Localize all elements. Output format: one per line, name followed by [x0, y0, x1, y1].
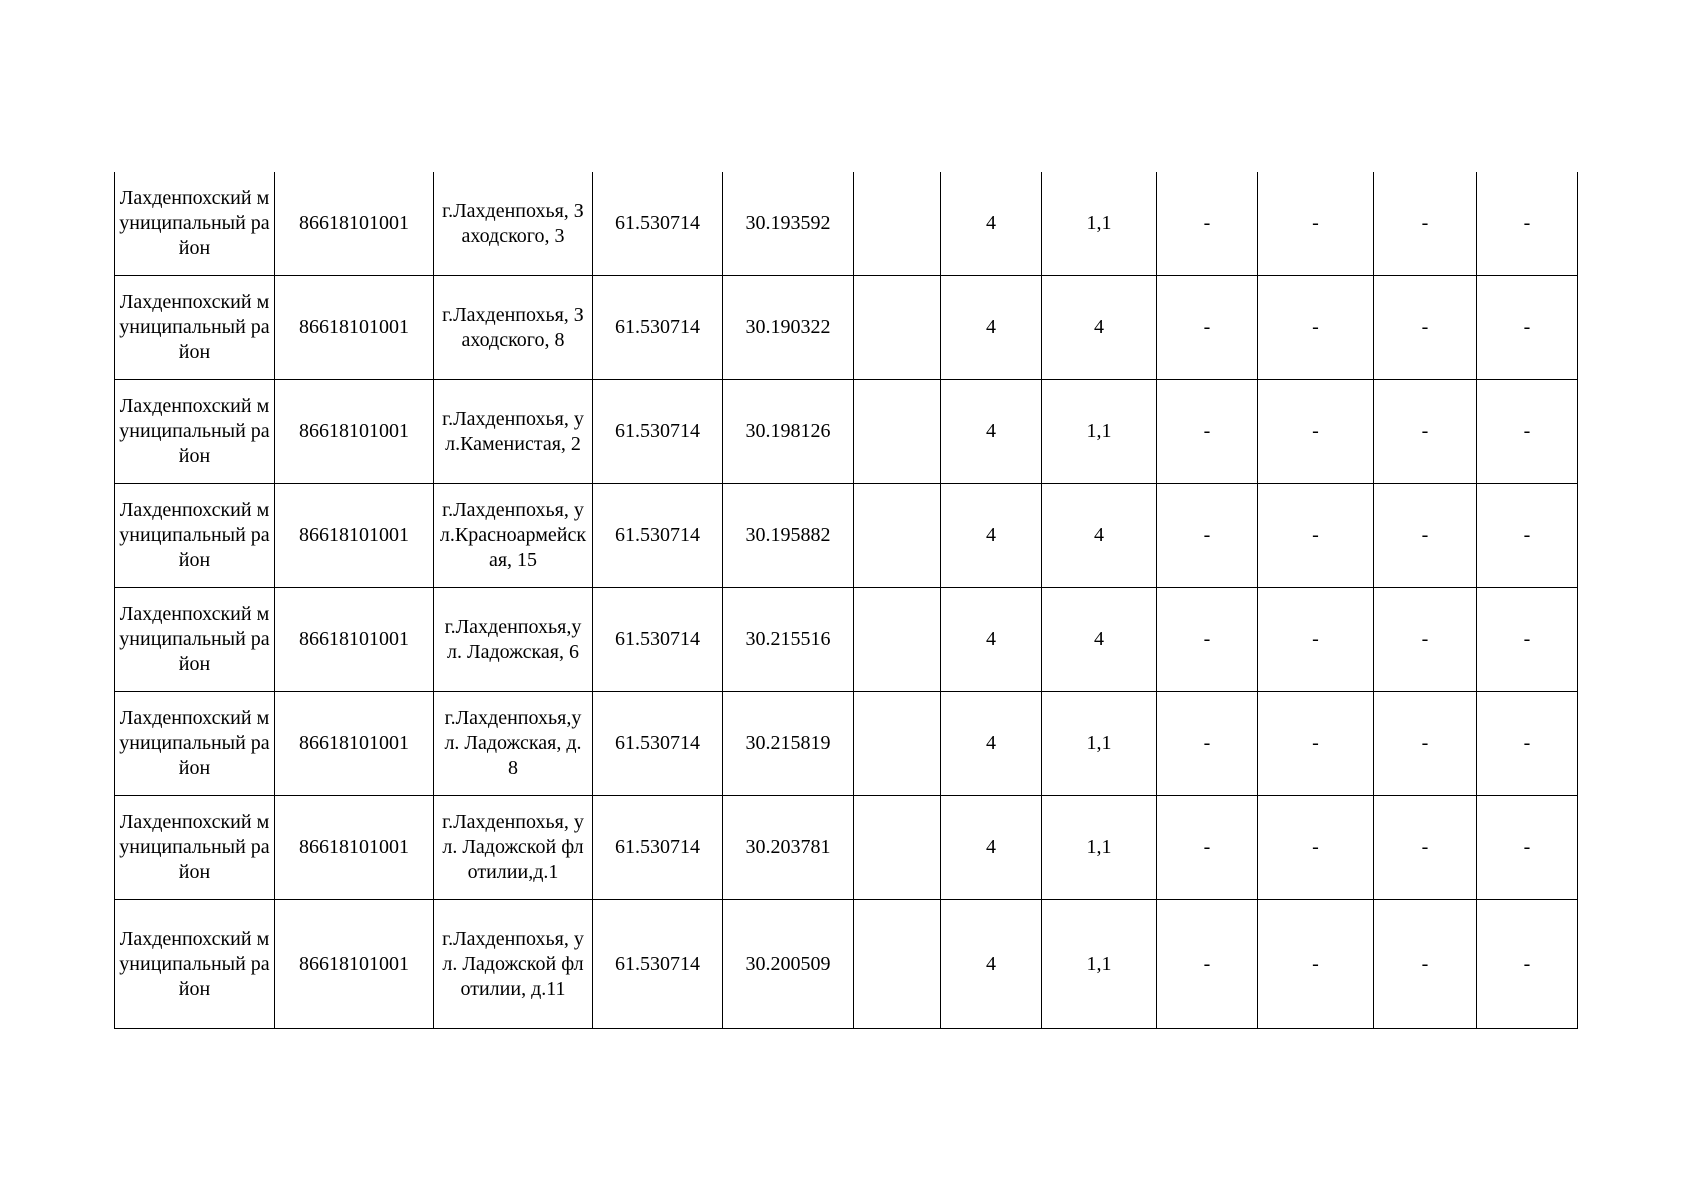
dash-cell: -	[1374, 588, 1477, 692]
district-cell: Лахденпохский муниципальный район	[115, 380, 275, 484]
address-cell: г.Лахденпохья, ул. Ладожской флотилии,д.1	[434, 796, 593, 900]
dash-cell: -	[1157, 692, 1258, 796]
dash-cell: -	[1157, 380, 1258, 484]
oktmo-cell: 86618101001	[275, 900, 434, 1029]
volume-cell: 1,1	[1042, 380, 1157, 484]
dash-cell: -	[1477, 172, 1578, 276]
count-cell: 4	[941, 380, 1042, 484]
address-cell: г.Лахденпохья,ул. Ладожская, д. 8	[434, 692, 593, 796]
dash-cell: -	[1157, 276, 1258, 380]
address-cell: г.Лахденпохья,ул. Ладожская, 6	[434, 588, 593, 692]
oktmo-cell: 86618101001	[275, 588, 434, 692]
count-cell: 4	[941, 588, 1042, 692]
dash-cell: -	[1374, 900, 1477, 1029]
count-cell: 4	[941, 692, 1042, 796]
latitude-cell: 61.530714	[593, 692, 723, 796]
table-row	[115, 588, 1578, 692]
table-row	[115, 484, 1578, 588]
dash-cell: -	[1157, 796, 1258, 900]
table-row	[115, 900, 1578, 1029]
dash-cell: -	[1374, 380, 1477, 484]
dash-cell: -	[1477, 900, 1578, 1029]
address-cell: г.Лахденпохья, ул.Красноармейская, 15	[434, 484, 593, 588]
longitude-cell: 30.215516	[723, 588, 854, 692]
dash-cell: -	[1258, 692, 1374, 796]
address-cell: г.Лахденпохья, ул.Каменистая, 2	[434, 380, 593, 484]
longitude-cell: 30.195882	[723, 484, 854, 588]
empty-cell	[854, 900, 941, 1029]
longitude-cell: 30.193592	[723, 172, 854, 276]
dash-cell: -	[1374, 796, 1477, 900]
empty-cell	[854, 276, 941, 380]
dash-cell: -	[1258, 276, 1374, 380]
oktmo-cell: 86618101001	[275, 380, 434, 484]
volume-cell: 1,1	[1042, 900, 1157, 1029]
longitude-cell: 30.198126	[723, 380, 854, 484]
table-row	[115, 172, 1578, 276]
district-cell: Лахденпохский муниципальный район	[115, 692, 275, 796]
dash-cell: -	[1258, 484, 1374, 588]
volume-cell: 1,1	[1042, 692, 1157, 796]
district-cell: Лахденпохский муниципальный район	[115, 276, 275, 380]
volume-cell: 1,1	[1042, 796, 1157, 900]
dash-cell: -	[1477, 484, 1578, 588]
oktmo-cell: 86618101001	[275, 484, 434, 588]
dash-cell: -	[1258, 380, 1374, 484]
dash-cell: -	[1477, 380, 1578, 484]
dash-cell: -	[1157, 588, 1258, 692]
dash-cell: -	[1477, 588, 1578, 692]
latitude-cell: 61.530714	[593, 484, 723, 588]
oktmo-cell: 86618101001	[275, 692, 434, 796]
table-row	[115, 692, 1578, 796]
count-cell: 4	[941, 900, 1042, 1029]
dash-cell: -	[1477, 692, 1578, 796]
volume-cell: 4	[1042, 484, 1157, 588]
longitude-cell: 30.203781	[723, 796, 854, 900]
latitude-cell: 61.530714	[593, 588, 723, 692]
latitude-cell: 61.530714	[593, 380, 723, 484]
empty-cell	[854, 484, 941, 588]
dash-cell: -	[1258, 796, 1374, 900]
count-cell: 4	[941, 276, 1042, 380]
oktmo-cell: 86618101001	[275, 276, 434, 380]
dash-cell: -	[1374, 692, 1477, 796]
oktmo-cell: 86618101001	[275, 172, 434, 276]
latitude-cell: 61.530714	[593, 172, 723, 276]
count-cell: 4	[941, 172, 1042, 276]
latitude-cell: 61.530714	[593, 796, 723, 900]
dash-cell: -	[1157, 484, 1258, 588]
district-cell: Лахденпохский муниципальный район	[115, 588, 275, 692]
volume-cell: 1,1	[1042, 172, 1157, 276]
dash-cell: -	[1374, 484, 1477, 588]
table-row	[115, 380, 1578, 484]
dash-cell: -	[1258, 588, 1374, 692]
empty-cell	[854, 692, 941, 796]
empty-cell	[854, 380, 941, 484]
volume-cell: 4	[1042, 588, 1157, 692]
count-cell: 4	[941, 796, 1042, 900]
district-cell: Лахденпохский муниципальный район	[115, 900, 275, 1029]
empty-cell	[854, 796, 941, 900]
dash-cell: -	[1258, 900, 1374, 1029]
address-cell: г.Лахденпохья, ул. Ладожской флотилии, д.11	[434, 900, 593, 1029]
district-cell: Лахденпохский муниципальный район	[115, 172, 275, 276]
latitude-cell: 61.530714	[593, 276, 723, 380]
table-row	[115, 796, 1578, 900]
district-cell: Лахденпохский муниципальный район	[115, 484, 275, 588]
volume-cell: 4	[1042, 276, 1157, 380]
dash-cell: -	[1477, 276, 1578, 380]
sites-table	[114, 172, 1578, 1029]
longitude-cell: 30.190322	[723, 276, 854, 380]
dash-cell: -	[1477, 796, 1578, 900]
dash-cell: -	[1374, 276, 1477, 380]
longitude-cell: 30.200509	[723, 900, 854, 1029]
table-row	[115, 276, 1578, 380]
dash-cell: -	[1374, 172, 1477, 276]
address-cell: г.Лахденпохья, Заходского, 3	[434, 172, 593, 276]
empty-cell	[854, 588, 941, 692]
empty-cell	[854, 172, 941, 276]
address-cell: г.Лахденпохья, Заходского, 8	[434, 276, 593, 380]
latitude-cell: 61.530714	[593, 900, 723, 1029]
dash-cell: -	[1258, 172, 1374, 276]
longitude-cell: 30.215819	[723, 692, 854, 796]
dash-cell: -	[1157, 900, 1258, 1029]
dash-cell: -	[1157, 172, 1258, 276]
count-cell: 4	[941, 484, 1042, 588]
district-cell: Лахденпохский муниципальный район	[115, 796, 275, 900]
oktmo-cell: 86618101001	[275, 796, 434, 900]
